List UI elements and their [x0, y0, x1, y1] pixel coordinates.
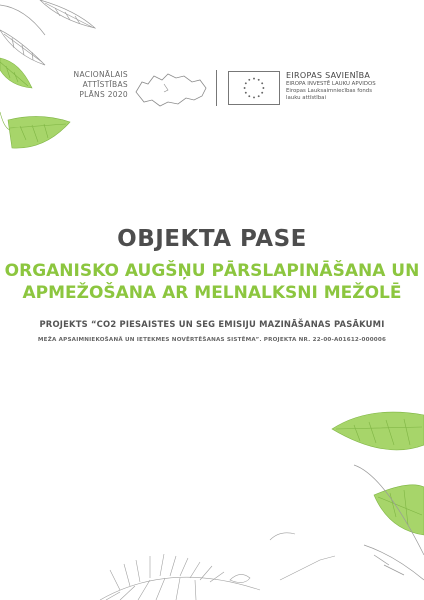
project-name-line-2: MEŽA APSAIMNIEKOŠANĀ UN IETEKMES NOVĒRTĒŠANAS SISTĒMA”. PROJEKTA NR. 22-00-A01612-000006 — [37, 337, 387, 343]
document-title: OBJEKTA PASE — [117, 226, 307, 252]
nap-2020-logo — [62, 70, 212, 110]
nap-logo-text: NACIONĀLAIS ATTĪSTĪBAS PLĀNS 2020 — [73, 70, 128, 99]
project-name-line-1: PROJEKTS “CO2 PIESAISTES UN SEG EMISIJU MAZINĀŠANAS PASĀKUMI — [39, 319, 385, 329]
document-subtitle: ORGANISKO AUGŠŅU PĀRSLAPINĀŠANA UN APMEŽOŠANA AR MELNALKSNI MEŽOLĒ — [4, 261, 420, 303]
eu-flag-icon — [228, 71, 280, 105]
latvia-map-icon — [134, 70, 210, 110]
pine-branch-decoration — [80, 520, 340, 600]
logo-divider — [216, 70, 217, 106]
eu-logo-text: EIROPAS SAVIENĪBA EIROPA INVESTĒ LAUKU APVIDOS Eiropas Lauksaimniecības fonds lauku attīstībai — [286, 71, 376, 101]
